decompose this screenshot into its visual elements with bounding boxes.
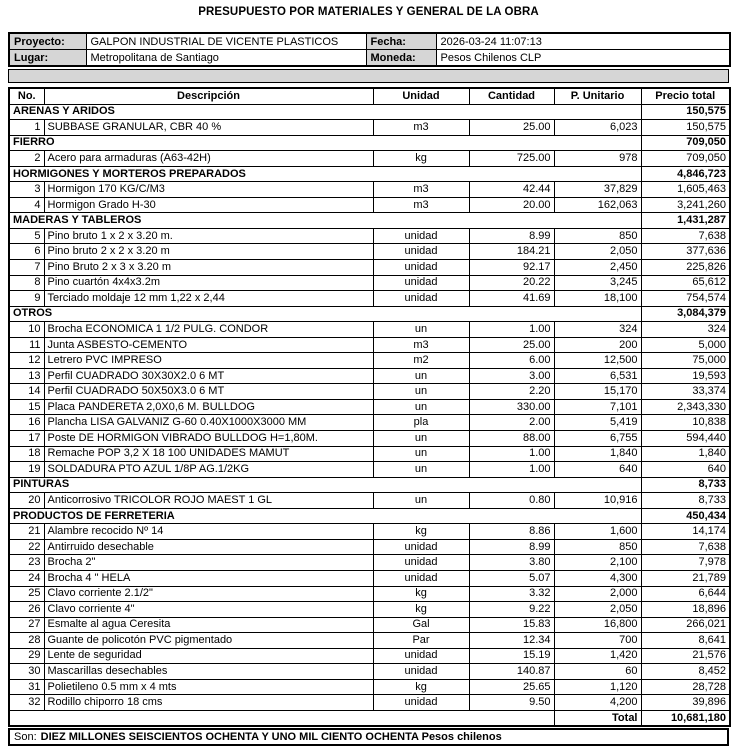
- item-description: Terciado moldaje 12 mm 1,22 x 2,44: [44, 291, 373, 307]
- item-row: [9, 244, 730, 260]
- category-row: [9, 477, 730, 493]
- item-unit-price: 5,419: [554, 415, 641, 431]
- item-no: 3: [9, 182, 44, 198]
- item-no: 21: [9, 524, 44, 540]
- category-name: HORMIGONES Y MORTEROS PREPARADOS: [9, 166, 641, 182]
- item-no: 5: [9, 228, 44, 244]
- item-unit: m3: [373, 197, 469, 213]
- item-description: Brocha ECONOMICA 1 1/2 PULG. CONDOR: [44, 322, 373, 338]
- item-description: Hormigon Grado H-30: [44, 197, 373, 213]
- item-row: [9, 664, 730, 680]
- item-row: [9, 337, 730, 353]
- category-name: MADERAS Y TABLEROS: [9, 213, 641, 229]
- item-no: 23: [9, 555, 44, 571]
- item-quantity: 725.00: [469, 151, 554, 167]
- item-quantity: 25.00: [469, 337, 554, 353]
- item-quantity: 88.00: [469, 431, 554, 447]
- item-no: 7: [9, 260, 44, 276]
- item-quantity: 1.00: [469, 322, 554, 338]
- item-unit-price: 37,829: [554, 182, 641, 198]
- item-total-price: 10,838: [641, 415, 730, 431]
- category-subtotal: 8,733: [641, 477, 730, 493]
- item-description: Acero para armaduras (A63-42H): [44, 151, 373, 167]
- item-quantity: 20.22: [469, 275, 554, 291]
- item-unit: unidad: [373, 539, 469, 555]
- item-row: [9, 275, 730, 291]
- item-row: [9, 570, 730, 586]
- item-description: Perfil CUADRADO 30X30X2.0 6 MT: [44, 368, 373, 384]
- item-quantity: 1.00: [469, 462, 554, 478]
- budget-table: [8, 87, 731, 727]
- item-total-price: 39,896: [641, 695, 730, 711]
- item-total-price: 8,452: [641, 664, 730, 680]
- item-description: SOLDADURA PTO AZUL 1/8P AG.1/2KG: [44, 462, 373, 478]
- location-value: Metropolitana de Santiago: [86, 50, 366, 67]
- item-total-price: 5,000: [641, 337, 730, 353]
- item-total-price: 225,826: [641, 260, 730, 276]
- column-header-description: Descripción: [44, 88, 373, 104]
- item-row: [9, 197, 730, 213]
- item-row: [9, 399, 730, 415]
- item-no: 29: [9, 648, 44, 664]
- item-unit-price: 2,000: [554, 586, 641, 602]
- item-description: Brocha 2": [44, 555, 373, 571]
- item-unit-price: 324: [554, 322, 641, 338]
- item-unit-price: 1,840: [554, 446, 641, 462]
- category-row: [9, 135, 730, 151]
- item-unit: unidad: [373, 664, 469, 680]
- column-header-no: No.: [9, 88, 44, 104]
- item-total-price: 266,021: [641, 617, 730, 633]
- category-subtotal: 709,050: [641, 135, 730, 151]
- item-unit-price: 2,050: [554, 602, 641, 618]
- item-total-price: 1,605,463: [641, 182, 730, 198]
- item-no: 11: [9, 337, 44, 353]
- item-unit: unidad: [373, 275, 469, 291]
- item-no: 19: [9, 462, 44, 478]
- item-unit: kg: [373, 602, 469, 618]
- item-no: 15: [9, 399, 44, 415]
- currency-label: Moneda:: [366, 50, 436, 67]
- item-total-price: 709,050: [641, 151, 730, 167]
- item-unit-price: 4,300: [554, 570, 641, 586]
- item-unit-price: 850: [554, 228, 641, 244]
- item-no: 28: [9, 633, 44, 649]
- item-unit-price: 6,531: [554, 368, 641, 384]
- category-name: ARENAS Y ARIDOS: [9, 104, 641, 120]
- item-total-price: 1,840: [641, 446, 730, 462]
- item-unit-price: 1,420: [554, 648, 641, 664]
- category-name: PINTURAS: [9, 477, 641, 493]
- item-no: 8: [9, 275, 44, 291]
- item-total-price: 8,733: [641, 493, 730, 509]
- item-no: 14: [9, 384, 44, 400]
- item-unit-price: 700: [554, 633, 641, 649]
- item-unit: unidad: [373, 228, 469, 244]
- page-title: PRESUPUESTO POR MATERIALES Y GENERAL DE LA OBRA: [198, 6, 539, 18]
- item-unit-price: 200: [554, 337, 641, 353]
- item-row: [9, 695, 730, 711]
- item-no: 31: [9, 679, 44, 695]
- item-total-price: 14,174: [641, 524, 730, 540]
- item-row: [9, 462, 730, 478]
- category-row: [9, 508, 730, 524]
- item-total-price: 7,638: [641, 539, 730, 555]
- item-row: [9, 384, 730, 400]
- item-total-price: 8,641: [641, 633, 730, 649]
- item-row: [9, 555, 730, 571]
- item-quantity: 8.86: [469, 524, 554, 540]
- column-header-row: [9, 88, 730, 104]
- category-subtotal: 3,084,379: [641, 306, 730, 322]
- item-quantity: 41.69: [469, 291, 554, 307]
- item-unit-price: 6,755: [554, 431, 641, 447]
- item-unit: unidad: [373, 291, 469, 307]
- item-row: [9, 446, 730, 462]
- item-unit-price: 2,450: [554, 260, 641, 276]
- item-total-price: 7,978: [641, 555, 730, 571]
- item-unit-price: 12,500: [554, 353, 641, 369]
- item-quantity: 15.19: [469, 648, 554, 664]
- item-no: 20: [9, 493, 44, 509]
- item-unit: kg: [373, 151, 469, 167]
- item-unit-price: 6,023: [554, 120, 641, 136]
- item-unit-price: 850: [554, 539, 641, 555]
- item-unit-price: 978: [554, 151, 641, 167]
- item-quantity: 330.00: [469, 399, 554, 415]
- item-quantity: 5.07: [469, 570, 554, 586]
- item-unit: unidad: [373, 244, 469, 260]
- item-unit: m3: [373, 120, 469, 136]
- item-row: [9, 648, 730, 664]
- item-unit: unidad: [373, 260, 469, 276]
- item-total-price: 377,636: [641, 244, 730, 260]
- item-unit: kg: [373, 524, 469, 540]
- item-description: Brocha 4 " HELA: [44, 570, 373, 586]
- item-unit-price: 15,170: [554, 384, 641, 400]
- item-quantity: 25.00: [469, 120, 554, 136]
- item-row: [9, 524, 730, 540]
- item-description: Hormigon 170 KG/C/M3: [44, 182, 373, 198]
- item-unit: m3: [373, 182, 469, 198]
- total-label: Total: [554, 710, 641, 726]
- item-description: Lente de seguridad: [44, 648, 373, 664]
- item-quantity: 0.80: [469, 493, 554, 509]
- category-row: [9, 306, 730, 322]
- item-row: [9, 539, 730, 555]
- item-unit: un: [373, 368, 469, 384]
- item-description: SUBBASE GRANULAR, CBR 40 %: [44, 120, 373, 136]
- total-value: 10,681,180: [641, 710, 730, 726]
- item-description: Pino cuartón 4x4x3.2m: [44, 275, 373, 291]
- category-row: [9, 104, 730, 120]
- item-unit: un: [373, 384, 469, 400]
- item-quantity: 6.00: [469, 353, 554, 369]
- category-subtotal: 150,575: [641, 104, 730, 120]
- item-row: [9, 353, 730, 369]
- item-description: Polietileno 0.5 mm x 4 mts: [44, 679, 373, 695]
- item-quantity: 42.44: [469, 182, 554, 198]
- total-row: [9, 710, 730, 726]
- item-unit: m2: [373, 353, 469, 369]
- total-spacer: [9, 710, 554, 726]
- item-quantity: 15.83: [469, 617, 554, 633]
- item-no: 13: [9, 368, 44, 384]
- item-total-price: 19,593: [641, 368, 730, 384]
- category-row: [9, 166, 730, 182]
- category-subtotal: 1,431,287: [641, 213, 730, 229]
- item-unit-price: 1,600: [554, 524, 641, 540]
- item-no: 25: [9, 586, 44, 602]
- category-subtotal: 450,434: [641, 508, 730, 524]
- item-unit: unidad: [373, 570, 469, 586]
- item-quantity: 3.32: [469, 586, 554, 602]
- item-quantity: 8.99: [469, 539, 554, 555]
- item-unit-price: 640: [554, 462, 641, 478]
- item-row: [9, 260, 730, 276]
- item-total-price: 3,241,260: [641, 197, 730, 213]
- info-row-location: [9, 50, 730, 67]
- date-value: 2026-03-24 11:07:13: [436, 33, 730, 50]
- item-unit-price: 1,120: [554, 679, 641, 695]
- item-unit-price: 2,050: [554, 244, 641, 260]
- item-no: 18: [9, 446, 44, 462]
- item-total-price: 33,374: [641, 384, 730, 400]
- item-no: 30: [9, 664, 44, 680]
- item-row: [9, 291, 730, 307]
- item-quantity: 140.87: [469, 664, 554, 680]
- item-row: [9, 679, 730, 695]
- item-unit: un: [373, 462, 469, 478]
- project-label: Proyecto:: [9, 33, 86, 50]
- item-description: Guante de policotón PVC pigmentado: [44, 633, 373, 649]
- item-total-price: 7,638: [641, 228, 730, 244]
- item-total-price: 18,896: [641, 602, 730, 618]
- item-description: Pino Bruto 2 x 3 x 3.20 m: [44, 260, 373, 276]
- item-quantity: 92.17: [469, 260, 554, 276]
- item-total-price: 28,728: [641, 679, 730, 695]
- item-no: 10: [9, 322, 44, 338]
- item-unit-price: 16,800: [554, 617, 641, 633]
- item-quantity: 184.21: [469, 244, 554, 260]
- item-description: Clavo corriente 4": [44, 602, 373, 618]
- item-unit: kg: [373, 679, 469, 695]
- item-row: [9, 228, 730, 244]
- category-name: PRODUCTOS DE FERRETERIA: [9, 508, 641, 524]
- item-quantity: 2.00: [469, 415, 554, 431]
- column-header-unit-price: P. Unitario: [554, 88, 641, 104]
- item-description: Perfil CUADRADO 50X50X3.0 6 MT: [44, 384, 373, 400]
- item-total-price: 150,575: [641, 120, 730, 136]
- total-row-container: [9, 710, 730, 726]
- item-no: 2: [9, 151, 44, 167]
- item-total-price: 21,576: [641, 648, 730, 664]
- item-description: Esmalte al agua Ceresita: [44, 617, 373, 633]
- item-unit: un: [373, 493, 469, 509]
- item-no: 6: [9, 244, 44, 260]
- item-quantity: 12.34: [469, 633, 554, 649]
- item-description: Remache POP 3,2 X 18 100 UNIDADES MAMUT: [44, 446, 373, 462]
- item-no: 1: [9, 120, 44, 136]
- item-row: [9, 151, 730, 167]
- item-quantity: 9.50: [469, 695, 554, 711]
- budget-table-body: [9, 104, 730, 710]
- item-unit: un: [373, 399, 469, 415]
- item-unit: unidad: [373, 555, 469, 571]
- item-quantity: 2.20: [469, 384, 554, 400]
- amount-in-words-text: DIEZ MILLONES SEISCIENTOS OCHENTA Y UNO MIL CIENTO OCHENTA Pesos chilenos: [40, 731, 502, 744]
- item-total-price: 21,789: [641, 570, 730, 586]
- item-description: Antirruido desechable: [44, 539, 373, 555]
- item-row: [9, 633, 730, 649]
- item-unit-price: 3,245: [554, 275, 641, 291]
- column-header-unit: Unidad: [373, 88, 469, 104]
- item-row: [9, 431, 730, 447]
- item-unit: kg: [373, 586, 469, 602]
- item-description: Anticorrosivo TRICOLOR ROJO MAEST 1 GL: [44, 493, 373, 509]
- item-no: 24: [9, 570, 44, 586]
- item-unit-price: 4,200: [554, 695, 641, 711]
- amount-in-words-prefix: Son:: [14, 731, 37, 744]
- item-quantity: 3.00: [469, 368, 554, 384]
- item-unit-price: 162,063: [554, 197, 641, 213]
- item-description: Junta ASBESTO-CEMENTO: [44, 337, 373, 353]
- item-row: [9, 586, 730, 602]
- item-description: Mascarillas desechables: [44, 664, 373, 680]
- item-row: [9, 415, 730, 431]
- project-value: GALPON INDUSTRIAL DE VICENTE PLASTICOS: [86, 33, 366, 50]
- item-description: Pino bruto 2 x 2 x 3.20 m: [44, 244, 373, 260]
- item-row: [9, 182, 730, 198]
- separator-bar: [8, 69, 729, 83]
- item-unit: m3: [373, 337, 469, 353]
- item-row: [9, 120, 730, 136]
- item-quantity: 1.00: [469, 446, 554, 462]
- item-no: 22: [9, 539, 44, 555]
- item-row: [9, 368, 730, 384]
- date-label: Fecha:: [366, 33, 436, 50]
- item-quantity: 8.99: [469, 228, 554, 244]
- item-total-price: 324: [641, 322, 730, 338]
- item-no: 12: [9, 353, 44, 369]
- item-no: 4: [9, 197, 44, 213]
- item-unit-price: 10,916: [554, 493, 641, 509]
- item-no: 17: [9, 431, 44, 447]
- item-quantity: 3.80: [469, 555, 554, 571]
- item-total-price: 6,644: [641, 586, 730, 602]
- item-description: Pino bruto 1 x 2 x 3.20 m.: [44, 228, 373, 244]
- amount-in-words: [8, 728, 729, 746]
- location-label: Lugar:: [9, 50, 86, 67]
- item-description: Clavo corriente 2.1/2": [44, 586, 373, 602]
- item-total-price: 640: [641, 462, 730, 478]
- item-total-price: 754,574: [641, 291, 730, 307]
- item-description: Poste DE HORMIGON VIBRADO BULLDOG H=1,80M.: [44, 431, 373, 447]
- column-header-total-price: Precio total: [641, 88, 730, 104]
- column-header-quantity: Cantidad: [469, 88, 554, 104]
- info-row-project: [9, 33, 730, 50]
- item-unit-price: 60: [554, 664, 641, 680]
- item-no: 32: [9, 695, 44, 711]
- item-unit: Par: [373, 633, 469, 649]
- item-unit: unidad: [373, 648, 469, 664]
- item-quantity: 20.00: [469, 197, 554, 213]
- project-info-table: [8, 32, 731, 67]
- item-no: 9: [9, 291, 44, 307]
- item-description: Rodillo chiporro 18 cms: [44, 695, 373, 711]
- item-no: 16: [9, 415, 44, 431]
- item-row: [9, 617, 730, 633]
- item-unit-price: 7,101: [554, 399, 641, 415]
- item-row: [9, 493, 730, 509]
- item-unit: un: [373, 431, 469, 447]
- item-quantity: 9.22: [469, 602, 554, 618]
- item-unit-price: 2,100: [554, 555, 641, 571]
- item-description: Plancha LISA GALVANIZ G-60 0.40X1000X3000 MM: [44, 415, 373, 431]
- item-total-price: 75,000: [641, 353, 730, 369]
- item-total-price: 594,440: [641, 431, 730, 447]
- item-description: Alambre recocido Nº 14: [44, 524, 373, 540]
- item-row: [9, 322, 730, 338]
- item-no: 26: [9, 602, 44, 618]
- item-row: [9, 602, 730, 618]
- item-total-price: 65,612: [641, 275, 730, 291]
- item-unit: un: [373, 446, 469, 462]
- category-row: [9, 213, 730, 229]
- item-description: Placa PANDERETA 2,0X0,6 M. BULLDOG: [44, 399, 373, 415]
- item-quantity: 25.65: [469, 679, 554, 695]
- currency-value: Pesos Chilenos CLP: [436, 50, 730, 67]
- item-unit: Gal: [373, 617, 469, 633]
- item-total-price: 2,343,330: [641, 399, 730, 415]
- item-no: 27: [9, 617, 44, 633]
- category-subtotal: 4,846,723: [641, 166, 730, 182]
- category-name: FIERRO: [9, 135, 641, 151]
- item-unit: unidad: [373, 695, 469, 711]
- item-unit: un: [373, 322, 469, 338]
- item-unit: pla: [373, 415, 469, 431]
- item-description: Letrero PVC IMPRESO: [44, 353, 373, 369]
- item-unit-price: 18,100: [554, 291, 641, 307]
- category-name: OTROS: [9, 306, 641, 322]
